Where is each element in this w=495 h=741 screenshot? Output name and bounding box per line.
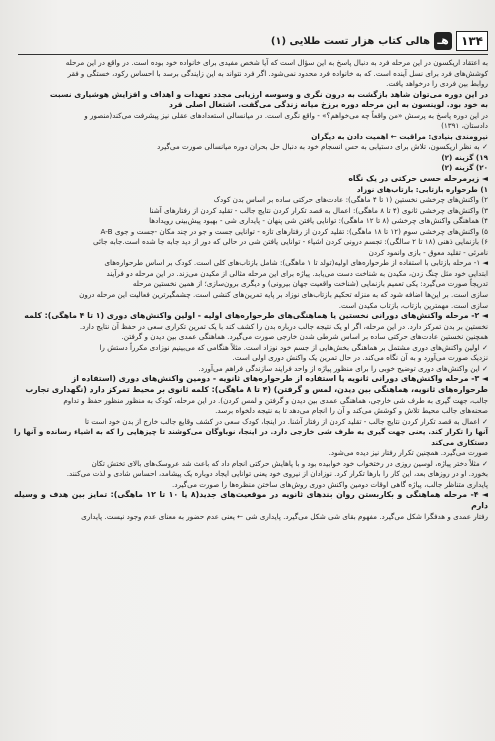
text-line: طرحواره‌های ثانویه، هماهنگی بین دیدن، لمس و گرفتن) (۴ تا ۸ ماهگی): کلمه ثانوی بر محیط تمرکز دارد (نگهداری تجارب (25, 384, 488, 394)
text-line: ✓ این واکنش‌های دوری توضیح خوبی را برای منظور پیاژه از واحد فرایند سازندگی فراهم می‌آورد. (198, 363, 488, 373)
text-line: روابط بین فردی را درخواهد یافت. (386, 79, 488, 89)
text-line: ✓ اعمال به قصد تکرار کردن نتایج جالب - تقلید کردن از رفتار آشنا. در اینجا، کودک سعی در کشف وقایع جالب خارج از بدن خود است تا (84, 416, 488, 426)
text-line: نامرئی - تقلید معوق - بازی وانمود کردن (368, 247, 488, 257)
text-line: بخورد. او در روزهای بعد، این کار را بارها تکرار کرد. نوزادان از نیروی خود یعنی توانایی ایجاد دوباره یک پیشامد، احساس شادی و لذت می‌کنند. (66, 469, 488, 479)
text-line: ۱۹) گزینه (۲) (441, 152, 488, 162)
text-line: ◄ ۱- مرحله بازتابی با استفاده از طرحواره‌های اولیه(تولد تا ۱ ماهگی): شامل بازتاب‌های کلی است. کودک بر اساس طرحواره‌های (104, 258, 488, 268)
text-line: ◄ ۴- مرحله هماهنگی و بکاربستن روان بندهای ثانویه در موقعیت‌های جدید(۸ یا ۱۰ تا ۱۲ ماهگی): تمایز بین هدف و وسیله دارم (14, 490, 488, 510)
text-line: ۴) هماهنگی واکنش‌های چرخشی (۸ تا ۱۲ ماهگی): توانایی یافتن شی پنهان - پایداری شی - بهبود پیش‌بینی رویدادها (149, 216, 488, 226)
page-number: ۱۳۴ (456, 31, 488, 51)
text-line: سازی است. مهمترین بازتاب، بازتاب مکیدن است. (338, 300, 488, 310)
text-line: دادستان، ۱۳۹۱) (441, 121, 488, 131)
text-line: ✓ مثلاً دختر پیاژه، لوسین روزی در رختخواب خود خوابیده بود و با پاهایش حرکتی انجام داد که باعث شد عروسک‌های بالای تختش تکان (91, 458, 488, 468)
text-line: صحنه‌های جالب محیط تلاش و کوشش می‌کند و آن را انجام می‌دهد تا به نتیجه دلخواه برسد. (215, 406, 488, 416)
text-line: همچنین نخستین عادت‌های حرکتی ساده بر اساس شرطی شدن خارجی صورت می‌گیرد. هماهنگی عمدی بین دیدن و گرفتن. (121, 332, 488, 342)
text-line: نخستین بر بدن تمرکز دارد. در این مرحله، اگر او یک نتیجه جالب درباره بدن را کشف کند با یک تمرین تکراری سعی در حفظ آن نتایج دارد. (79, 321, 488, 331)
text-line: پایداری متناظر جالب، پیاژه گاهی اوقات دومین واکنش دوری روش‌های ساختن منظره‌ها را صورت می‌گیرد. (172, 479, 488, 489)
book-title: هزار تست طلایی (۱) (270, 35, 375, 47)
text-line: ۶) بازنمایی ذهنی (۱۸ تا ۲ سالگی): تجسم درونی کردن اشیاء - توانایی یافتن شی در حالی که دور از دید جابه جا شده است.جابه جائی (92, 237, 488, 247)
text-line: ✓ اولین واکنش‌های دوری مشتمل بر هماهنگی بخش‌هایی از جسم خود نوزاد است. مثلاً هنگامی که می‌بینیم نوزادی مکرراً دستش را (99, 342, 488, 352)
page-body (14, 58, 488, 522)
text-line: ۲۰) گزینه (۲) (441, 163, 488, 173)
header-divider (18, 54, 488, 55)
text-line: آنها را تکرار کند. یعنی جهت گیری به طرف شی خارجی دارد. در اینجا، نوباوگان می‌کوشند تا چیزهایی را که به اشیاء رسانده و آنها را دستکاری می‌کند (14, 427, 488, 447)
text-line: نیرومندی بنیادی: مراقبت ← اهمیت دادن به دیگران (311, 131, 488, 141)
publisher-logo-icon: هـ (434, 32, 452, 50)
text-line: سازی است. بر این‌ها اضافه شود که به منزله تحکیم بازتاب‌های نوزاد بر پایه تمرین‌های کنشی است. چشمگیرترین فعالیت این مرحله درون (79, 290, 488, 300)
text-line: رفتار عمدی و هدفگرا شکل می‌گیرد. مفهوم بقای شی شکل می‌گیرد. پایداری شی ← یعنی عدم حضور به معنای عدم وجود نیست. پایداری (81, 511, 488, 521)
text-line: ◄ ۳- مرحله واکنش‌های دورانی ثانویه یا استفاده از طرحواره‌های ثانویه - دومین واکنش‌های دوری (استفاده از (71, 374, 488, 384)
text-line: ۲) واکنش‌های چرخشی نخستین (۱ تا ۴ ماهگی): عادت‌های حرکتی ساده بر اساس بدن کودک (213, 195, 488, 205)
text-line: ◄ زیرمرحله حسی حرکتی در یک نگاه (348, 174, 488, 184)
text-line: ◄ ۲- مرحله واکنش‌های دورانی نخستین یا هماهنگی‌های طرحواره‌های اولیه - اولین واکنش‌های دوری (۱ تا ۴ ماهگی): کلمه (24, 311, 488, 321)
text-line: به خود بود. لوینسون به این مرحله دوره برزخ میانه زندگی می‌گفت. اشتغال اصلی فرد (169, 100, 488, 110)
text-line: تدریجاً صورت می‌گیرد: یکی تعمیم بازنمایی (شناخت واقعیت جهان بیرونی) و دیگری برون‌سازی؛ از همین نخستین مرحله (132, 279, 488, 289)
text-line: در این دوره می‌توان شاهد بازگشت به درون نگری و وسوسه ارزیابی مجدد تعهدات و اهداف و افزایش هوشیاری نسبت (49, 89, 488, 99)
text-line: صورت می‌گیرد. همچنین تکرار رفتار نیز دیده می‌شود. (328, 448, 488, 458)
text-line: جالب، جهت گیری به طرف شی خارجی، هماهنگی عمدی بین دیدن و گرفتن و لمس کردن). در این مرحله، کودک به منظور منظور حفظ و تداوم (63, 395, 488, 405)
text-line: کوشش‌های فرد برای نسل آینده است. که به خانواده فرد محدود نمی‌شود. اگر فرد نتواند به این زایندگی برسد با احساس رکود، خستگی و فقر (67, 68, 488, 78)
text-line: به اعتقاد اریکسون در این مرحله فرد به دنبال پاسخ به این سؤال است که آیا شخص مفیدی برای خانواده خود بوده است. در واقع در این مرحله (65, 58, 488, 67)
text-line: ۱) طرحواره بازتابی: بازتاب‌های نوزاد (356, 184, 488, 194)
text-line: در این دوره پاسخ به پرسش «من واقعاً چه می‌خواهم؟» - واقع نگری است. در میانسالی استعدادهای عقلی نیز پیشرفت می‌کند(منصور و (84, 110, 488, 120)
text-line: ۳) واکنش‌های چرخشی ثانوی (۴ تا ۸ ماهگی): اعمال به قصد تکرار کردن نتایج جالب - تقلید کردن از رفتارهای آشنا (149, 205, 488, 215)
page-header (270, 30, 488, 52)
text-line: ۵) واکنش‌های چرخشی سوم (۱۲ تا ۱۸ ماهگی): تقلید کردن از رفتارهای تازه - توانایی جست و جو در چند مکان -جست و جوی A-B (100, 226, 488, 236)
text-line: نزدیک صورت می‌آورد و به آن نگاه می‌کند. در حال تمرین یک واکنش دوری اولی است. (232, 353, 488, 363)
text-line: ✓ به نظر اریکسون، تلاش برای دستیابی به حس انسجام خود به دنبال حل بحران دوره میانسالی صورت می‌گیرد (157, 142, 488, 152)
series-name: هالی کتاب (378, 35, 431, 47)
text-line: ابتدایی خود مثل چنگ زدن، مکیدن به شناخت دست می‌یابد. پیاژه برای این مرحله مثالی از مکیدن می‌زند. در این مرحله دو فرآیند (106, 268, 488, 278)
